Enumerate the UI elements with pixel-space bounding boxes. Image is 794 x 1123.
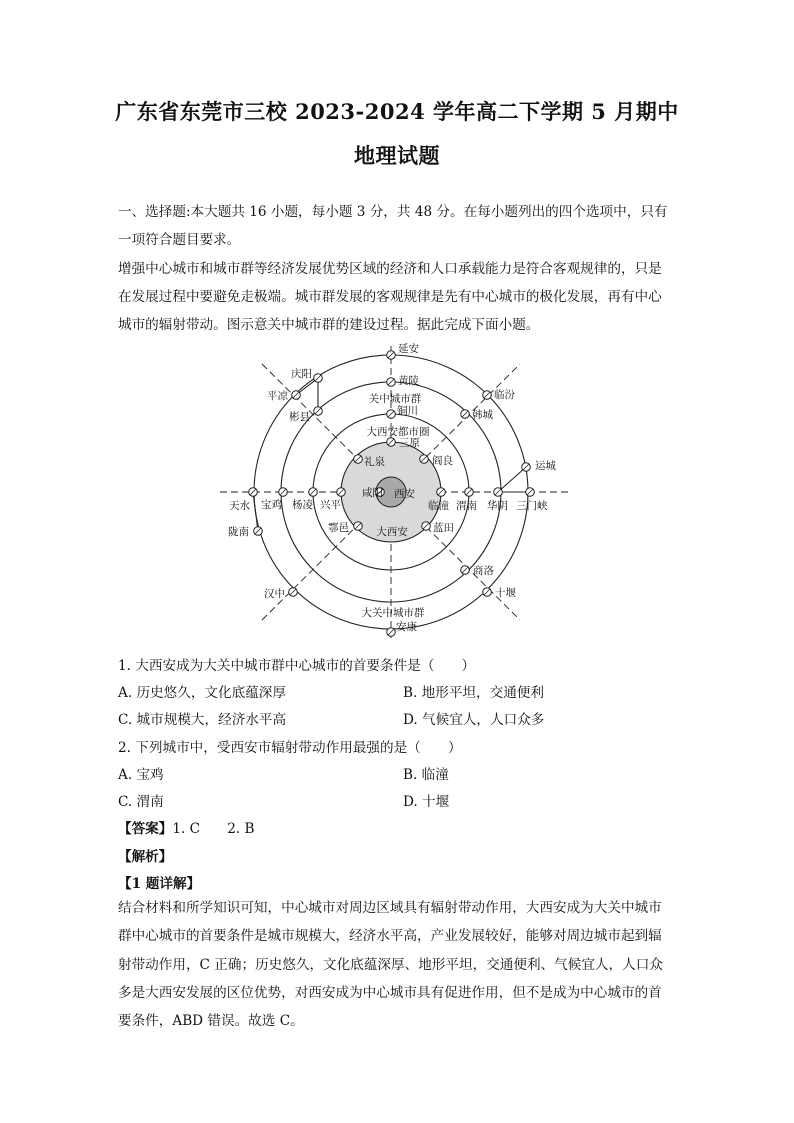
analysis-text: [118, 894, 678, 1035]
city-label-xingping: 兴平: [320, 499, 341, 511]
city-label-linfen: 临汾: [494, 389, 515, 401]
q1-stem: 1. 大西安成为大关中城市群中心城市的首要条件是（ ）: [118, 658, 476, 674]
city-label-tongchuan: 铜川: [397, 405, 418, 417]
city-label-tianshui: 天水: [229, 500, 250, 512]
city-label-liquan: 礼泉: [364, 456, 385, 468]
analysis-line: 多是大西安发展的区位优势，对西安成为中心城市具有促进作用，但不是成为中心城市的首: [118, 984, 662, 1001]
answer-text: 1. C 2. B: [172, 821, 255, 837]
q1-option-b: B. 地形平坦，交通便利: [403, 685, 544, 701]
q2-option-c: C. 渭南: [118, 794, 164, 810]
city-label-hanzhong: 汉中: [264, 588, 285, 600]
city-label-longnan: 陇南: [228, 526, 249, 538]
city-label-qingyang: 庆阳: [291, 368, 312, 380]
analysis-line: 射带动作用，C 正确；历史悠久，文化底蕴深厚、地形平坦，交通便利、气候宜人，人口众: [118, 956, 663, 973]
q1-option-a: A. 历史悠久，文化底蕴深厚: [118, 685, 286, 701]
city-label-xian: 西安: [394, 488, 415, 500]
page-title: 广东省东莞市三校 2023-2024 学年高二下学期 5 月期中: [115, 99, 679, 124]
label-ring-third: 关中城市群: [368, 393, 422, 405]
city-label-baoji: 宝鸡: [261, 499, 282, 511]
label-ring-inner: 大西安: [376, 526, 408, 538]
section-instructions: [118, 198, 678, 339]
city-label-huayin: 华阴: [487, 500, 508, 512]
label-ring-outer: 大关中城市群: [361, 607, 425, 619]
connector-tianshui-longnan: [253, 492, 258, 531]
connector-huayin-yuncheng: [498, 467, 526, 492]
analysis-line: 群中心城市的首要条件是城市规模大，经济水平高，产业发展较好，能够对周边城市起到辐: [118, 928, 662, 945]
city-label-yanliang: 阎良: [432, 455, 453, 467]
city-label-weinan: 渭南: [456, 500, 477, 512]
q2-stem: 2. 下列城市中，受西安市辐射带动作用最强的是（ ）: [118, 740, 462, 756]
city-label-yuncheng: 运城: [535, 460, 556, 472]
city-label-pingliang: 平凉: [267, 390, 288, 402]
city-label-huangling: 黄陵: [398, 375, 419, 387]
material-line: 在发展过程中要避免走极端。城市群发展的客观规律是先有中心城市的极化发展，再有中心: [118, 288, 662, 305]
diagram-svg: [218, 342, 580, 642]
city-label-sanyuan: 三原: [399, 437, 420, 449]
page-subtitle: 地理试题: [354, 143, 440, 168]
material-line: 增强中心城市和城市群等经济发展优势区域的经济和人口承载能力是符合客观规律的，只是: [118, 260, 662, 277]
q2-option-a: A. 宝鸡: [118, 767, 164, 783]
detail-title: 【1 题详解】: [118, 876, 201, 892]
section-line: 一、选择题:本大题共 16 小题，每小题 3 分，共 48 分。在每小题列出的四个选项中，只有: [118, 204, 668, 220]
answer-label: 【答案】: [118, 821, 173, 837]
city-label-yangling: 杨凌: [292, 499, 313, 511]
q1-option-c: C. 城市规模大，经济水平高: [118, 712, 287, 728]
city-label-lintong: 临潼: [428, 500, 449, 512]
city-label-huxian: 鄠邑: [328, 522, 349, 534]
city-label-xianyang: 咸阳: [362, 487, 383, 499]
city-label-sanmenxia: 三门峡: [516, 500, 548, 512]
section-line: 一项符合题目要求。: [118, 232, 241, 249]
analysis-line: 结合材料和所学知识可知，中心城市对周边区域具有辐射带动作用，大西安成为大关中城市: [118, 900, 662, 916]
q2-option-d: D. 十堰: [403, 794, 450, 810]
city-cluster-diagram: [218, 342, 580, 642]
material-line: 城市的辐射带动。图示意关中城市群的建设过程。据此完成下面小题。: [118, 317, 540, 334]
city-label-shangluo: 商洛: [473, 565, 494, 577]
answer-row: [118, 817, 255, 837]
city-label-shiyan: 十堰: [495, 587, 516, 599]
analysis-line: 要条件，ABD 错误。故选 C。: [118, 1013, 304, 1030]
q1-option-d: D. 气候宜人，人口众多: [403, 712, 545, 728]
city-label-ankang: 安康: [396, 621, 417, 633]
city-label-yanan: 延安: [398, 343, 419, 355]
analysis-label: 【解析】: [118, 849, 173, 865]
city-label-lantian: 蓝田: [433, 522, 454, 534]
q2-option-b: B. 临潼: [403, 767, 449, 783]
city-label-binxian: 彬县: [289, 411, 310, 423]
city-label-hancheng: 韩城: [472, 409, 493, 421]
label-ring-second: 大西安都市圈: [366, 426, 430, 438]
